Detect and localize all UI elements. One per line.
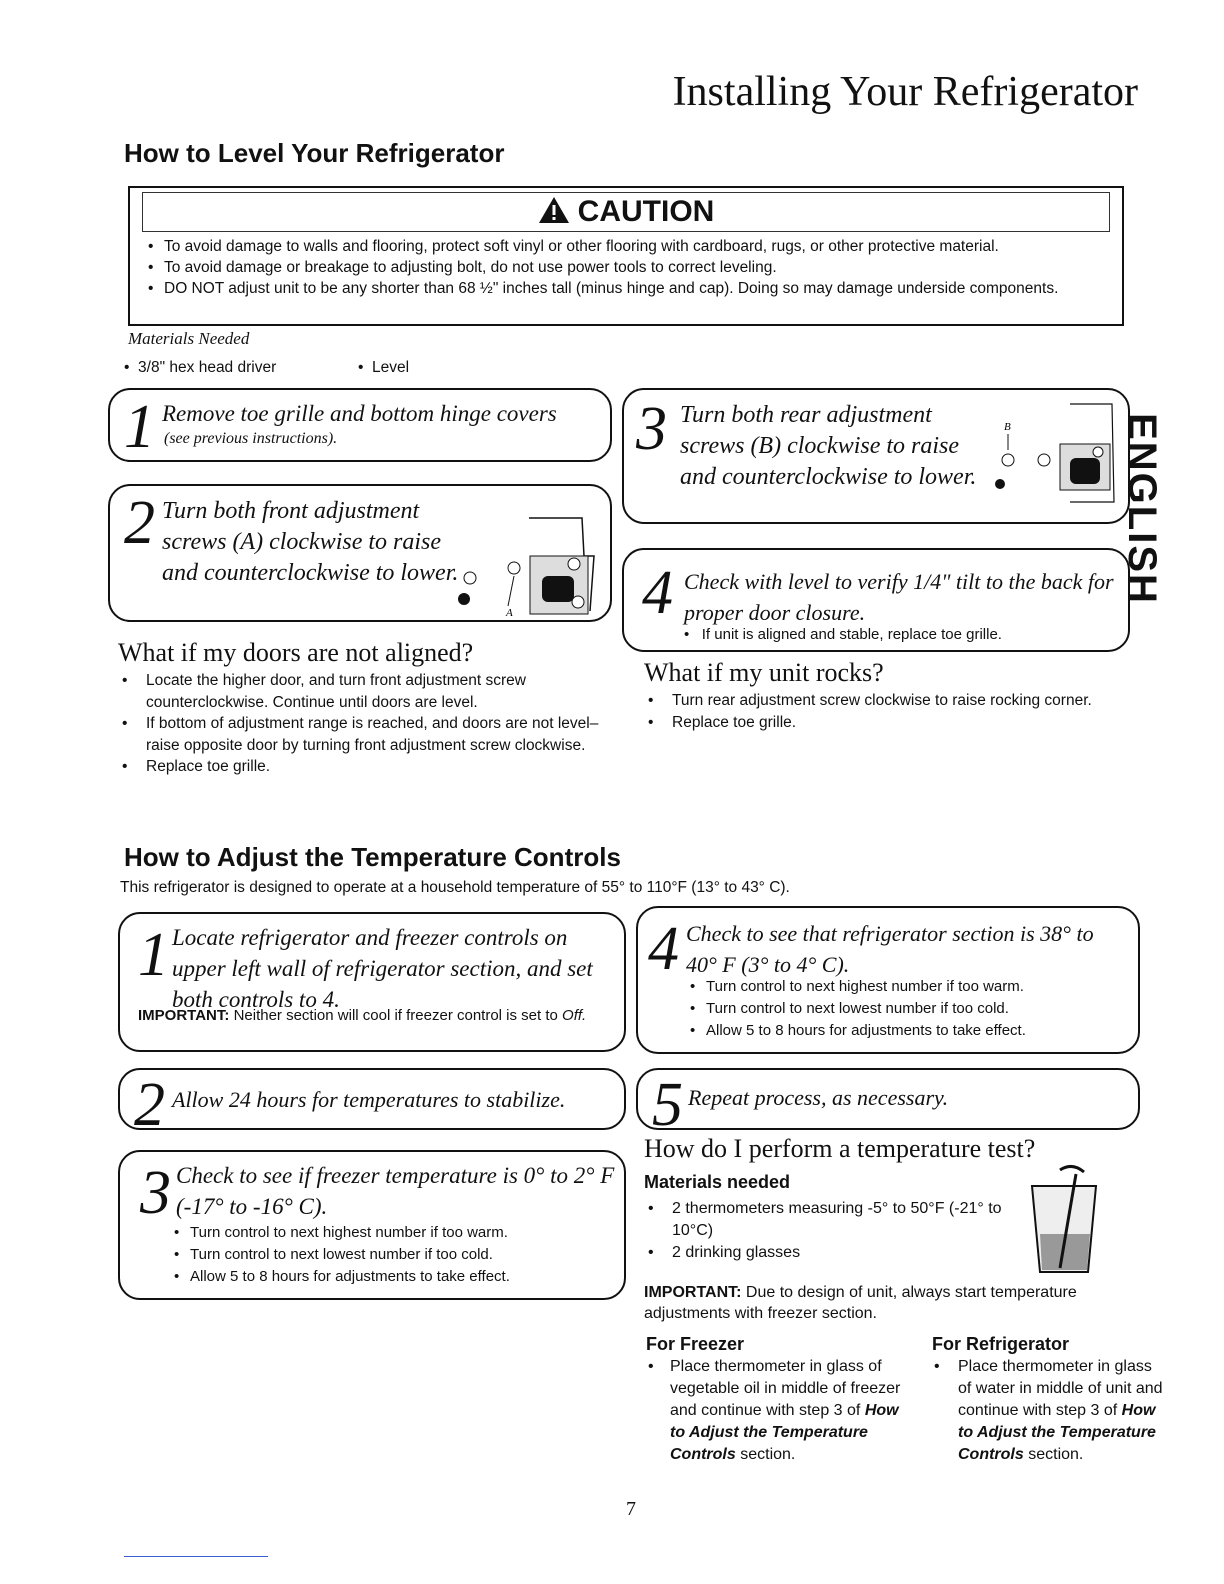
temp-step-1 (118, 912, 626, 1052)
temp-step-2 (118, 1068, 626, 1139)
caution-item: • To avoid damage or breakage to adjusting bolt, do not use power tools to correct leveling. (144, 257, 1112, 278)
doors-question: What if my doors are not aligned? (118, 638, 474, 667)
caution-item: • To avoid damage to walls and flooring, protect soft vinyl or other flooring with cardboard, rugs, or other protective material. (144, 236, 1112, 257)
front-screw-diagram (434, 506, 606, 618)
step-text: Repeat process, as necessary. (688, 1085, 949, 1110)
step-text: Check with level to verify 1/4" tilt to the back for proper door closure. (684, 569, 1114, 625)
level-step-4 (622, 548, 1130, 652)
list-item: • Turn control to next lowest number if too cold. (170, 1244, 610, 1266)
step-text: Allow 24 hours for temperatures to stabilize. (172, 1087, 566, 1112)
step-number: 5 (652, 1071, 683, 1139)
step-bullets (686, 976, 1136, 1042)
list-item: • Replace toe grille. (118, 756, 618, 778)
level-step-3 (622, 388, 1130, 524)
glass-thermometer-icon (1026, 1164, 1102, 1278)
step-number: 1 (138, 921, 169, 989)
temp-step-3 (118, 1150, 626, 1300)
step-bullet: • If unit is aligned and stable, replace toe grille. (684, 626, 1002, 643)
language-tab-label: ENGLISH (1120, 413, 1164, 605)
rocks-list (644, 690, 1124, 733)
caution-box (128, 186, 1124, 326)
screw-label-a: A (506, 607, 513, 618)
temperature-intro: This refrigerator is designed to operate at a household temperature of 55° to 110°F (13° to 43° C). (120, 879, 790, 896)
list-item: • Allow 5 to 8 hours for adjustments to take effect. (170, 1266, 610, 1288)
page-number: 7 (626, 1498, 636, 1520)
page-title: Installing Your Refrigerator (672, 69, 1138, 115)
step-text: Check to see if freezer temperature is 0° to 2° F (-17° to -16° C). (176, 1163, 615, 1219)
temp-step-4 (636, 906, 1140, 1054)
test-materials-label: Materials needed (644, 1172, 791, 1192)
rocks-question: What if my unit rocks? (644, 658, 884, 687)
test-important: IMPORTANT: Due to design of unit, always start temperature adjustments with freezer section. (644, 1284, 1077, 1322)
step-important: IMPORTANT: Neither section will cool if freezer control is set to Off. (138, 1007, 587, 1024)
step-number: 2 (124, 489, 155, 557)
step-text: Turn both rear adjustment screws (B) clockwise to raise and counterclockwise to lower. (680, 402, 977, 490)
warning-icon (538, 196, 570, 224)
step-text: Turn both front adjustment screws (A) clockwise to raise and counterclockwise to lower. (162, 498, 459, 586)
footer-rule (124, 1556, 268, 1557)
list-item: • Replace toe grille. (644, 712, 1124, 734)
step-number: 4 (642, 559, 673, 627)
refrigerator-instructions: • Place thermometer in glass of water in middle of unit and continue with step 3 of How to Adjust the Temperature Controls section. (934, 1358, 1163, 1463)
list-item: • Turn rear adjustment screw clockwise to raise rocking corner. (644, 690, 1124, 712)
list-item: • Turn control to next highest number if too warm. (686, 976, 1136, 998)
step-number: 4 (648, 915, 679, 983)
materials-label: Materials Needed (128, 329, 250, 348)
temp-test-question: How do I perform a temperature test? (644, 1134, 1036, 1163)
screw-label-b: B (1004, 421, 1011, 433)
level-heading: How to Level Your Refrigerator (124, 138, 505, 168)
step-number: 1 (124, 393, 155, 461)
step-number: 3 (140, 1159, 171, 1227)
test-materials-list (644, 1198, 1004, 1264)
step-number: 2 (134, 1071, 165, 1139)
step-text: Locate refrigerator and freezer controls on upper left wall of refrigerator section, and set both controls to 4. (172, 925, 593, 1012)
step-number: 3 (636, 395, 667, 463)
material-item: • 3/8" hex head driver (124, 359, 277, 376)
refrigerator-heading: For Refrigerator (932, 1334, 1070, 1354)
doors-list (118, 670, 618, 778)
list-item: • 2 thermometers measuring -5° to 50°F (-21° to 10°C) (644, 1198, 1004, 1242)
list-item: • Turn control to next lowest number if too cold. (686, 998, 1136, 1020)
step-note: (see previous instructions). (164, 430, 338, 447)
level-step-2 (108, 484, 612, 622)
rear-screw-diagram (980, 402, 1122, 514)
freezer-heading: For Freezer (646, 1334, 745, 1354)
material-item: • Level (358, 359, 410, 376)
temp-step-5 (636, 1068, 1140, 1139)
caution-label: CAUTION (577, 195, 715, 228)
list-item: • Locate the higher door, and turn front adjustment screw counterclockwise. Continue until doors are level. (118, 670, 618, 713)
step-text: Remove toe grille and bottom hinge covers (162, 401, 557, 426)
freezer-instructions: • Place thermometer in glass of vegetable oil in middle of freezer and continue with step 3 of How to Adjust the Temperature Controls section. (648, 1358, 901, 1463)
level-step-1 (108, 388, 612, 462)
list-item: • If bottom of adjustment range is reached, and doors are not level–raise opposite door by turning front adjustment screw clockwise. (118, 713, 618, 756)
step-bullets (170, 1222, 610, 1288)
list-item: • Turn control to next highest number if too warm. (170, 1222, 610, 1244)
temperature-heading: How to Adjust the Temperature Controls (124, 842, 621, 872)
caution-item: • DO NOT adjust unit to be any shorter than 68 ½" inches tall (minus hinge and cap). Doing so may damage underside components. (144, 278, 1112, 299)
list-item: • 2 drinking glasses (644, 1242, 1004, 1264)
caution-header (142, 192, 1110, 232)
list-item: • Allow 5 to 8 hours for adjustments to take effect. (686, 1020, 1136, 1042)
step-text: Check to see that refrigerator section is 38° to 40° F (3° to 4° C). (686, 921, 1094, 977)
